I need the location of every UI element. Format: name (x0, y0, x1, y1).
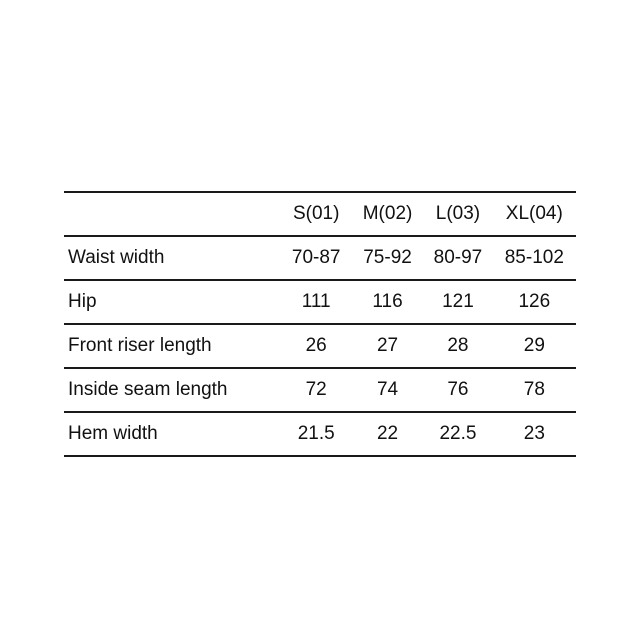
table-cell: 78 (523, 379, 545, 400)
row-label: Waist width (68, 247, 165, 268)
table-row-front-riser (64, 324, 576, 368)
table-cell: 26 (305, 335, 327, 356)
table-cell: 116 (372, 291, 403, 312)
table-cell: 29 (523, 335, 545, 356)
size-chart-table (64, 191, 576, 457)
table-cell: 28 (447, 335, 469, 356)
table-row-inside-seam (64, 368, 576, 412)
table-cell: 74 (376, 379, 399, 400)
table-cell: 111 (301, 291, 331, 312)
size-header-s: S(01) (292, 203, 340, 224)
header-label-cell (64, 192, 281, 236)
table-cell: 22.5 (439, 423, 477, 444)
row-label: Front riser length (68, 335, 212, 356)
size-header-xl: XL(04) (505, 203, 563, 224)
table-cell: 72 (305, 379, 327, 400)
row-label: Inside seam length (68, 379, 228, 400)
row-label: Hip (68, 291, 97, 312)
table-header-row (64, 192, 576, 236)
table-cell: 126 (518, 291, 551, 312)
table-cell: 76 (447, 379, 469, 400)
size-header-l: L(03) (435, 203, 481, 224)
table-row-hip (64, 280, 576, 324)
table-cell: 22 (376, 423, 399, 444)
table-cell: 23 (523, 423, 545, 444)
table-cell: 80-97 (433, 247, 483, 268)
table-row-waist (64, 236, 576, 280)
table-cell: 27 (376, 335, 399, 356)
size-header-m: M(02) (362, 203, 413, 224)
table-cell: 75-92 (363, 247, 412, 268)
table-cell: 85-102 (504, 247, 564, 268)
table-cell: 21.5 (297, 423, 335, 444)
table-cell: 121 (442, 291, 474, 312)
table-cell: 70-87 (291, 247, 341, 268)
row-label: Hem width (68, 423, 158, 444)
table-row-hem (64, 412, 576, 456)
